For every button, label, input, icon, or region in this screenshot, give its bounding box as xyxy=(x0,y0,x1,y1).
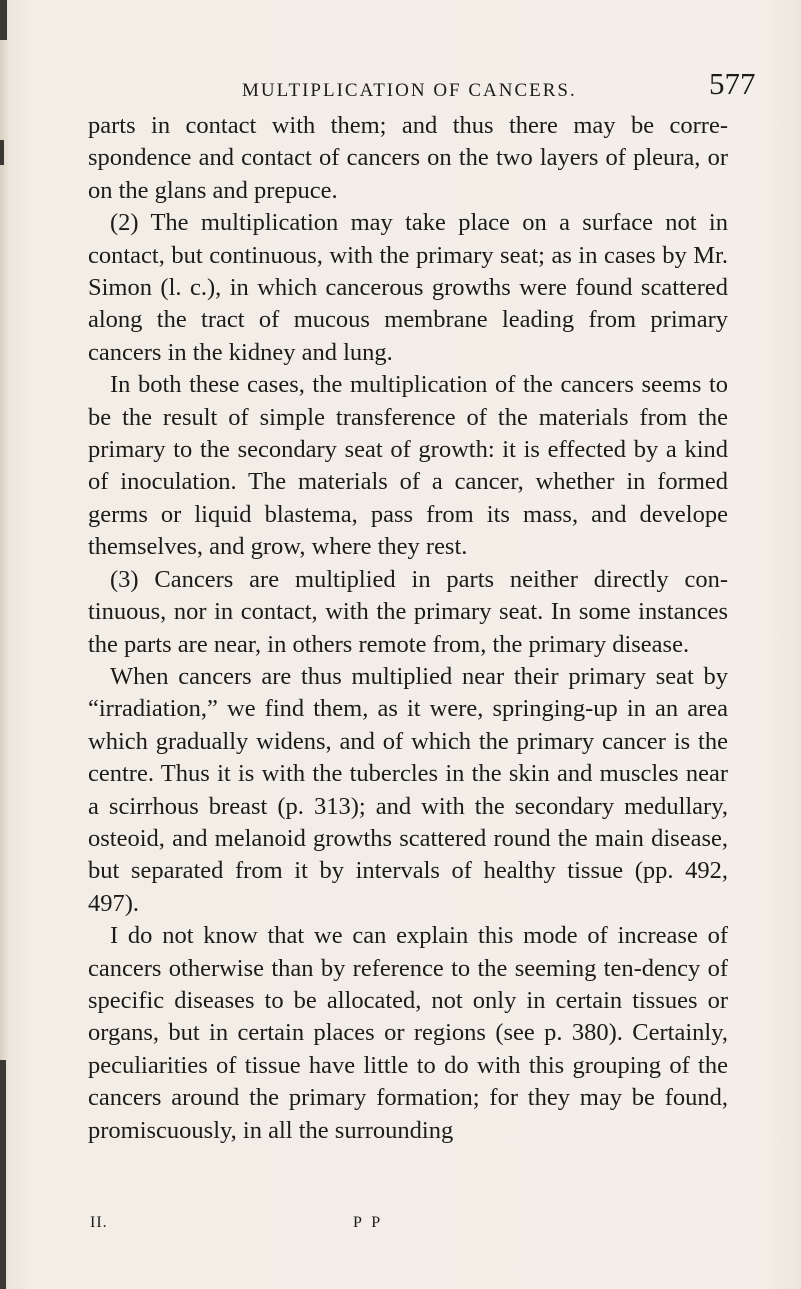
paragraph-continuation: parts in contact with them; and thus there may be corre-spondence and contact of cancers on the two layers of pleura, or on the glans and prepuce. xyxy=(88,112,728,204)
page-number: 577 xyxy=(709,66,756,101)
paragraph-point-3: (3) Cancers are multiplied in parts neither directly con-tinuous, nor in contact, with the primary seat. In some instances the parts are near, in others remote from, the primary disease. xyxy=(88,565,728,658)
paragraph-explanation: I do not know that we can explain this mode of increase of cancers otherwise than by reference to the seeming ten-dency of specific diseases to be allocated, not only in certain tissues or organs, but in certain places or regions (see p. 380). Certainly, peculiarities of tissue have little to do with this grouping of the cancers around the primary formation; for they may be found, promiscuously, in all the surrounding xyxy=(88,922,728,1144)
body-text xyxy=(88,110,728,1147)
volume-signature: II. xyxy=(90,1214,108,1231)
gutter-edge-mark xyxy=(0,140,4,165)
running-title: MULTIPLICATION OF CANCERS. xyxy=(242,80,577,101)
gutter-edge-mark xyxy=(0,1060,6,1289)
gathering-signature: P P xyxy=(353,1214,384,1231)
paragraph-inoculation: In both these cases, the multiplication of the cancers seems to be the result of simple transference of the materials from the primary to the secondary seat of growth: it is effected by a kind of inoculation. The materials of a cancer, whether in formed germs or liquid blastema, pass from its mass, and develope themselves, and grow, where they rest. xyxy=(88,371,728,561)
paragraph-point-2: (2) The multiplication may take place on a surface not in contact, but continuous, with the primary seat; as in cases by Mr. Simon (l. c.), in which cancerous growths were found scattered along the tract of mucous membrane leading from primary cancers in the kidney and lung. xyxy=(88,209,728,366)
paragraph-irradiation: When cancers are thus multiplied near their primary seat by “irradiation,” we find them, as it were, springing-up in an area which gradually widens, and of which the primary cancer is the centre. Thus it is with the tubercles in the skin and muscles near a scirrhous breast (p. 313); and with the secondary medullary, osteoid, and melanoid growths scattered round the main disease, but separated from it by intervals of healthy tissue (pp. 492, 497). xyxy=(88,662,728,917)
page-gutter-shadow xyxy=(0,0,10,1289)
page-footer xyxy=(0,1212,801,1238)
page-header xyxy=(0,62,801,102)
gutter-edge-mark xyxy=(0,0,7,40)
